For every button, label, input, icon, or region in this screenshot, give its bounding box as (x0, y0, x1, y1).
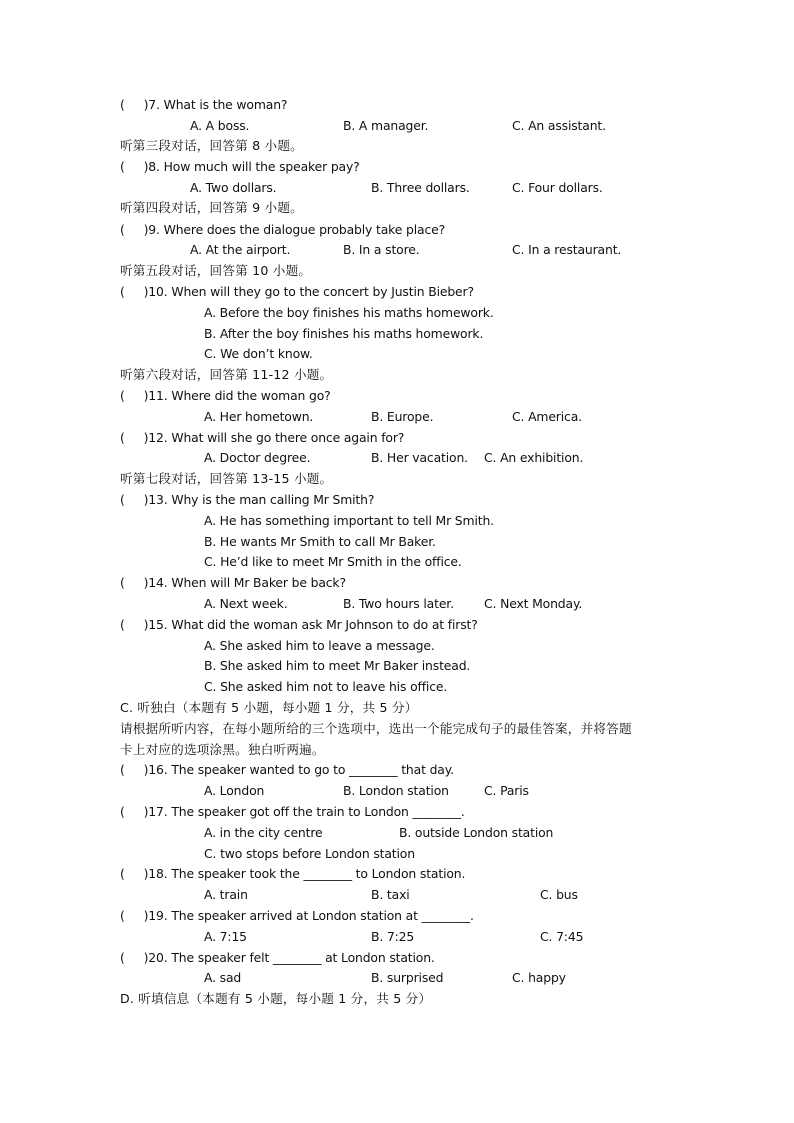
question-8: ( )8. How much will the speaker pay? (120, 159, 360, 174)
q15-option-c: C. She asked him not to leave his office. (204, 679, 448, 694)
q17-option-b: B. outside London station (399, 825, 554, 840)
question-15: ( )15. What did the woman ask Mr Johnson to do at first? (120, 617, 478, 632)
question-17: ( )17. The speaker got off the train to London ________. (120, 804, 465, 819)
question-16: ( )16. The speaker wanted to go to ________ that day. (120, 762, 454, 777)
q18-option-b: B. taxi (371, 887, 410, 902)
section-4-heading: 听第四段对话，回答第 9 小题。 (120, 200, 303, 215)
q16-option-a: A. London (204, 783, 265, 798)
part-c-instructions-line-2: 卡上对应的选项涂黑。独白听两遍。 (120, 742, 325, 757)
q9-option-b: B. In a store. (343, 242, 420, 257)
question-18: ( )18. The speaker took the ________ to London station. (120, 866, 466, 881)
q10-option-c: C. We don’t know. (204, 346, 313, 361)
q10-option-a: A. Before the boy finishes his maths homework. (204, 305, 494, 320)
q7-option-a: A. A boss. (190, 118, 250, 133)
q19-option-a: A. 7:15 (204, 929, 247, 944)
q13-option-b: B. He wants Mr Smith to call Mr Baker. (204, 534, 436, 549)
q20-option-c: C. happy (512, 970, 566, 985)
q18-option-c: C. bus (540, 887, 578, 902)
part-c-instructions-line-1: 请根据所听内容，在每小题所给的三个选项中，选出一个能完成句子的最佳答案，并将答题 (120, 721, 632, 736)
q14-option-a: A. Next week. (204, 596, 288, 611)
q7-option-c: C. An assistant. (512, 118, 606, 133)
part-d-heading: D. 听填信息（本题有 5 小题，每小题 1 分，共 5 分） (120, 991, 432, 1006)
section-7-heading: 听第七段对话，回答第 13-15 小题。 (120, 471, 333, 486)
q16-option-c: C. Paris (484, 783, 529, 798)
q11-option-b: B. Europe. (371, 409, 434, 424)
q13-option-a: A. He has something important to tell Mr Smith. (204, 513, 494, 528)
q11-option-a: A. Her hometown. (204, 409, 314, 424)
question-13: ( )13. Why is the man calling Mr Smith? (120, 492, 375, 507)
q14-option-b: B. Two hours later. (343, 596, 454, 611)
q17-option-c: C. two stops before London station (204, 846, 415, 861)
part-c-heading: C. 听独白（本题有 5 小题，每小题 1 分，共 5 分） (120, 700, 418, 715)
q12-option-a: A. Doctor degree. (204, 450, 311, 465)
section-5-heading: 听第五段对话，回答第 10 小题。 (120, 263, 312, 278)
q20-option-b: B. surprised (371, 970, 444, 985)
q7-option-b: B. A manager. (343, 118, 429, 133)
q19-option-c: C. 7:45 (540, 929, 584, 944)
q8-option-a: A. Two dollars. (190, 180, 277, 195)
q16-option-b: B. London station (343, 783, 449, 798)
q19-option-b: B. 7:25 (371, 929, 415, 944)
q12-option-c: C. An exhibition. (484, 450, 584, 465)
q12-option-b: B. Her vacation. (371, 450, 468, 465)
question-14: ( )14. When will Mr Baker be back? (120, 575, 346, 590)
question-19: ( )19. The speaker arrived at London station at ________. (120, 908, 474, 923)
q17-option-a: A. in the city centre (204, 825, 323, 840)
q15-option-b: B. She asked him to meet Mr Baker instead. (204, 658, 471, 673)
q15-option-a: A. She asked him to leave a message. (204, 638, 435, 653)
question-10: ( )10. When will they go to the concert by Justin Bieber? (120, 284, 474, 299)
q20-option-a: A. sad (204, 970, 242, 985)
q9-option-a: A. At the airport. (190, 242, 291, 257)
section-6-heading: 听第六段对话，回答第 11-12 小题。 (120, 367, 333, 382)
question-20: ( )20. The speaker felt ________ at London station. (120, 950, 435, 965)
q14-option-c: C. Next Monday. (484, 596, 583, 611)
q11-option-c: C. America. (512, 409, 582, 424)
question-9: ( )9. Where does the dialogue probably take place? (120, 222, 446, 237)
q9-option-c: C. In a restaurant. (512, 242, 622, 257)
q13-option-c: C. He’d like to meet Mr Smith in the office. (204, 554, 462, 569)
q10-option-b: B. After the boy finishes his maths homework. (204, 326, 484, 341)
q8-option-b: B. Three dollars. (371, 180, 470, 195)
section-3-heading: 听第三段对话，回答第 8 小题。 (120, 138, 303, 153)
question-12: ( )12. What will she go there once again for? (120, 430, 405, 445)
question-7: ( )7. What is the woman? (120, 97, 288, 112)
q8-option-c: C. Four dollars. (512, 180, 603, 195)
q18-option-a: A. train (204, 887, 248, 902)
question-11: ( )11. Where did the woman go? (120, 388, 331, 403)
